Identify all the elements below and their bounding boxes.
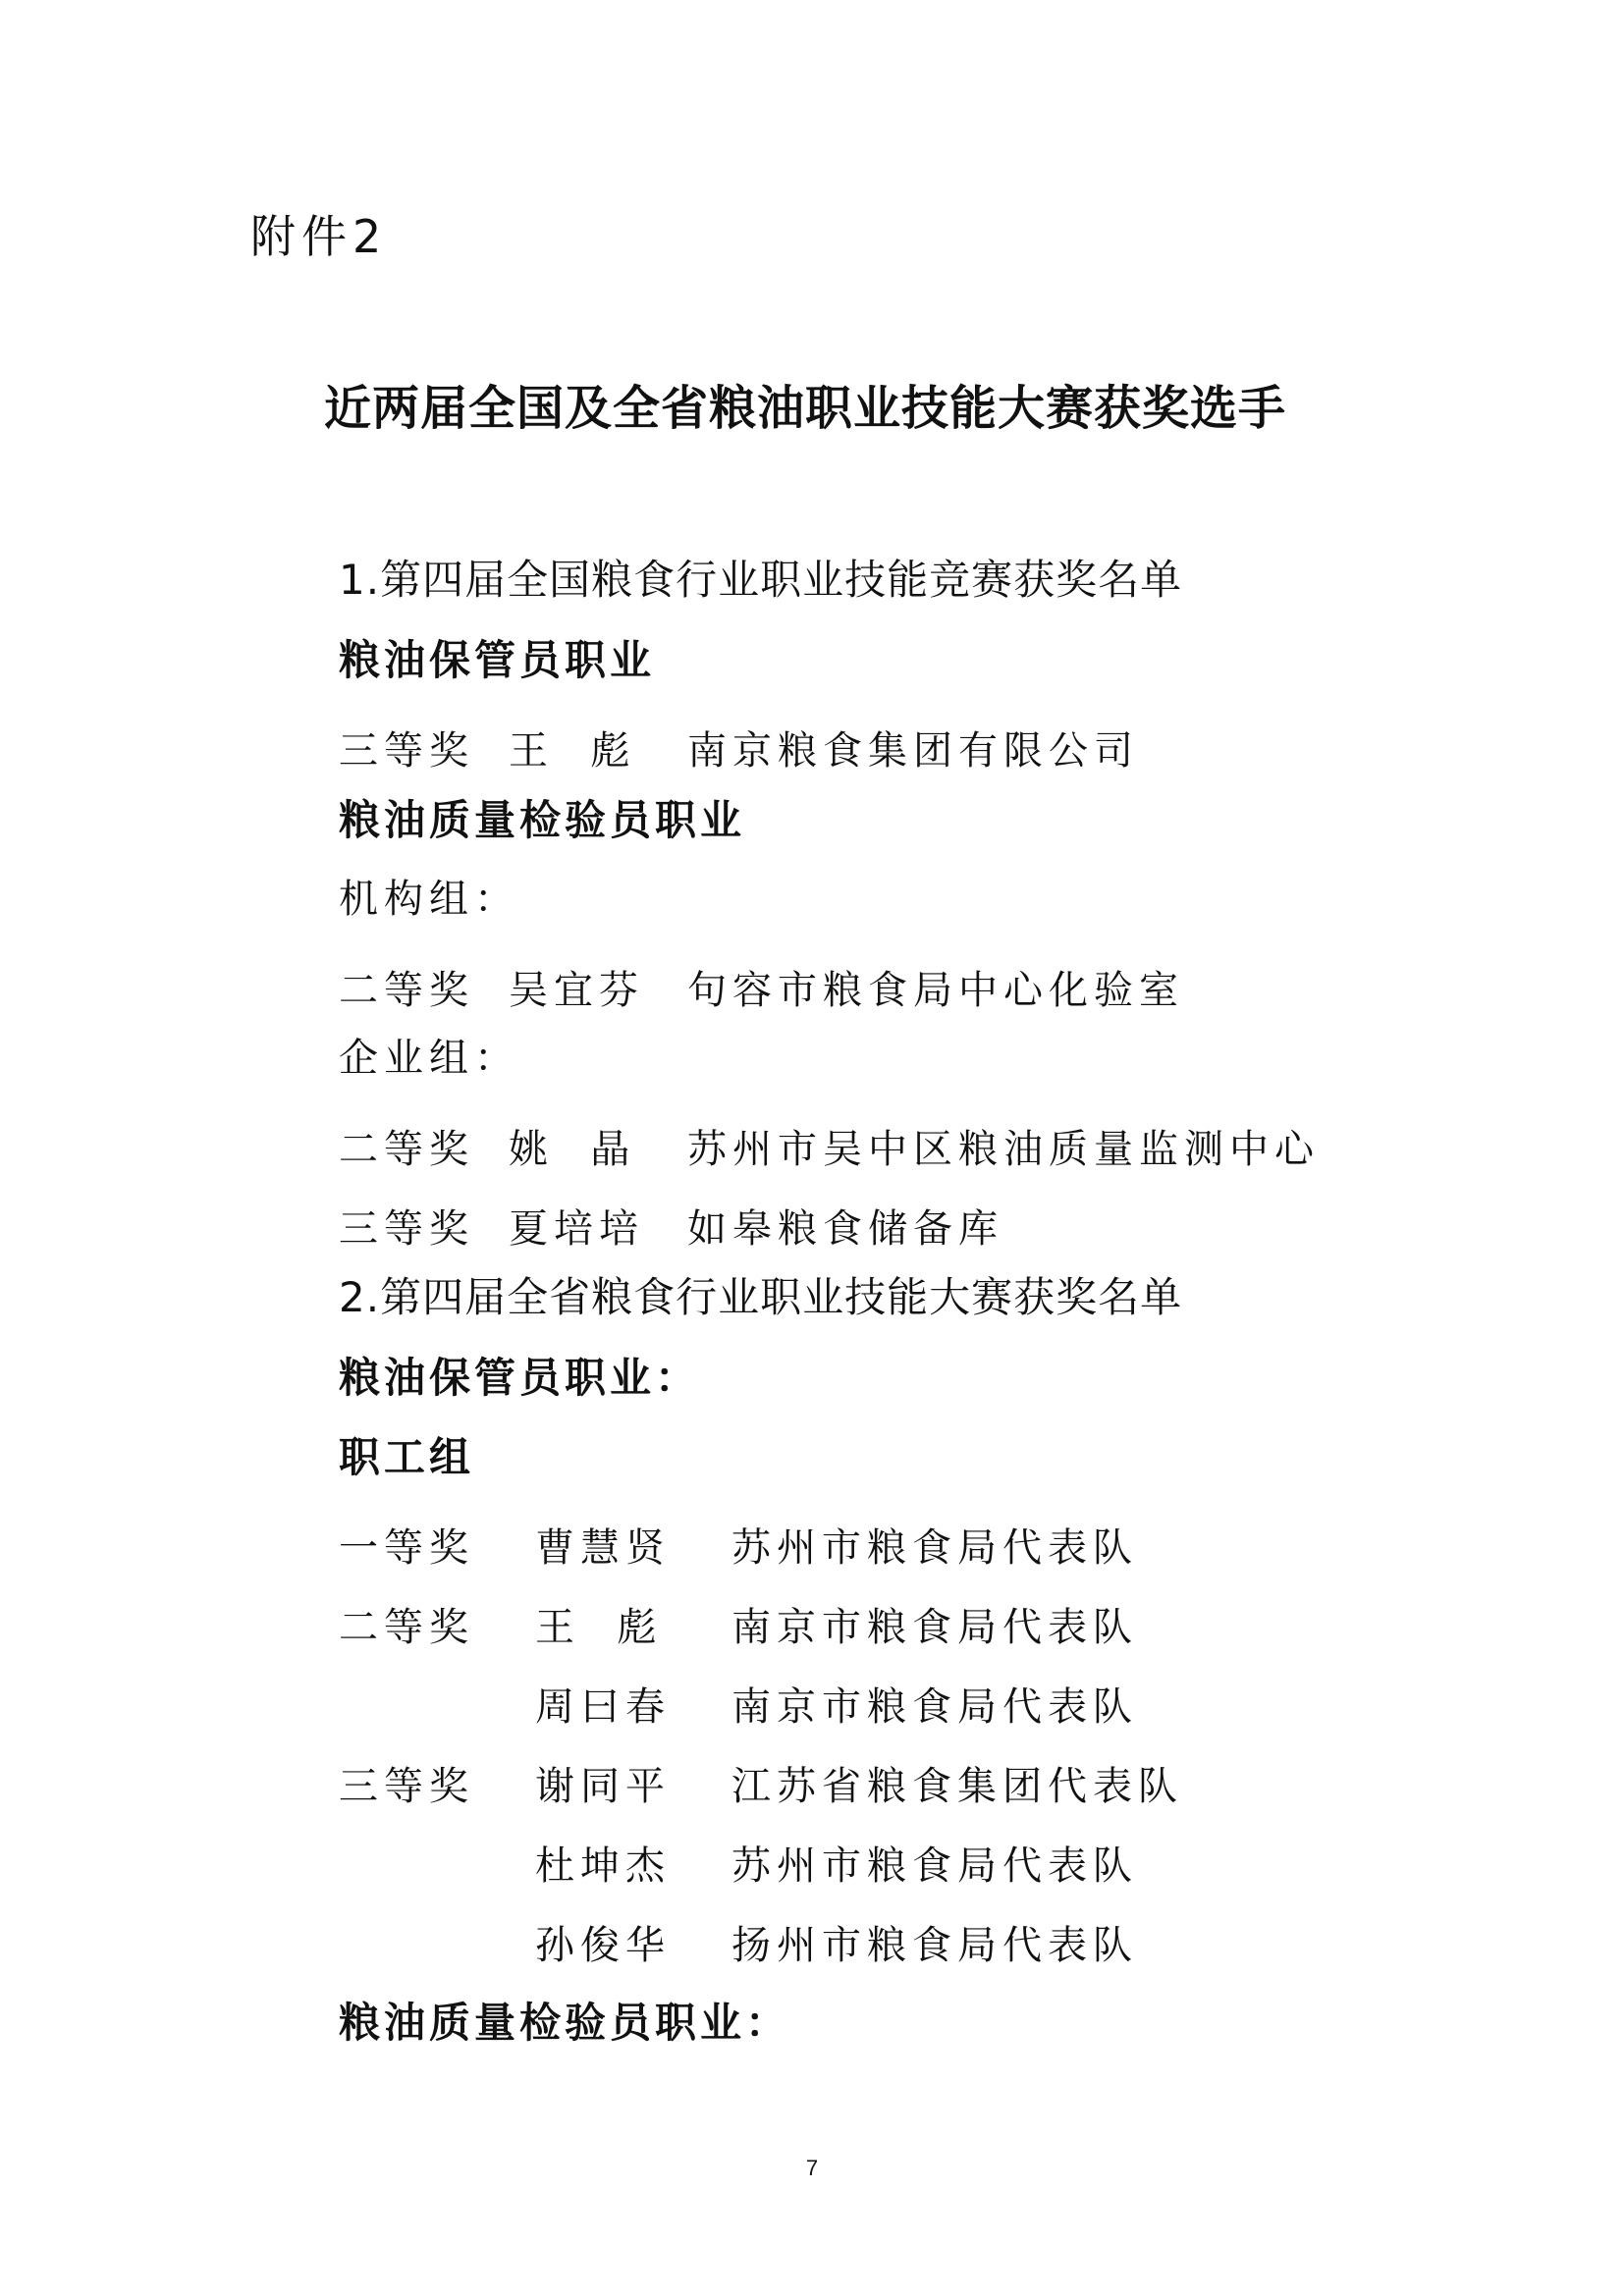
winner-name: 吴宜芬 [509,968,644,1013]
winner-unit: 南京粮食集团有限公司 [687,728,1139,774]
section2-category2-name: 粮油质量检验员职业： [339,1999,791,2047]
winner-name: 杜坤杰 [535,1843,671,1889]
winner-unit: 南京市粮食局代表队 [731,1605,1138,1650]
winner-name: 孙俊华 [535,1923,671,1968]
section1-heading: 1.第四届全国粮食行业职业技能竞赛获奖名单 [339,556,1183,604]
section2-heading: 2.第四届全省粮食行业职业技能大赛获奖名单 [339,1273,1183,1321]
award-level: 三等奖 [339,1764,474,1809]
document-title: 近两届全国及全省粮油职业技能大赛获奖选手 [324,381,1287,436]
winner-unit: 句容市粮食局中心化验室 [687,968,1184,1013]
award-level: 二等奖 [339,1127,474,1172]
group-label: 企业组： [339,1036,519,1081]
award-level: 二等奖 [339,1605,474,1650]
winner-name: 曹慧贤 [535,1525,671,1571]
winner-name: 夏培培 [509,1206,644,1252]
winner-unit: 扬州市粮食局代表队 [731,1923,1138,1968]
award-level: 三等奖 [339,728,474,774]
winner-unit: 苏州市粮食局代表队 [731,1843,1138,1889]
winner-name: 周曰春 [535,1684,671,1730]
award-level: 二等奖 [339,968,474,1013]
winner-name: 姚 晶 [509,1127,636,1172]
group-label: 机构组： [339,877,519,922]
winner-unit: 如皋粮食储备库 [687,1206,1003,1252]
winner-unit: 苏州市吴中区粮油质量监测中心 [687,1127,1320,1172]
page-number: 7 [805,2156,819,2180]
winner-unit: 苏州市粮食局代表队 [731,1525,1138,1571]
section1-category2-name: 粮油质量检验员职业 [339,796,746,844]
winner-unit: 江苏省粮食集团代表队 [731,1764,1183,1809]
winner-unit: 南京市粮食局代表队 [731,1684,1138,1730]
section2-category1-name: 粮油保管员职业： [339,1354,701,1402]
winner-name: 谢同平 [535,1764,671,1809]
winner-name: 王 彪 [535,1605,663,1650]
award-level: 一等奖 [339,1525,474,1571]
group-label: 职工组 [339,1433,475,1481]
award-level: 三等奖 [339,1206,474,1252]
winner-name: 王 彪 [509,728,636,774]
section1-category1-name: 粮油保管员职业 [339,636,656,684]
attachment-label: 附件2 [250,210,388,263]
